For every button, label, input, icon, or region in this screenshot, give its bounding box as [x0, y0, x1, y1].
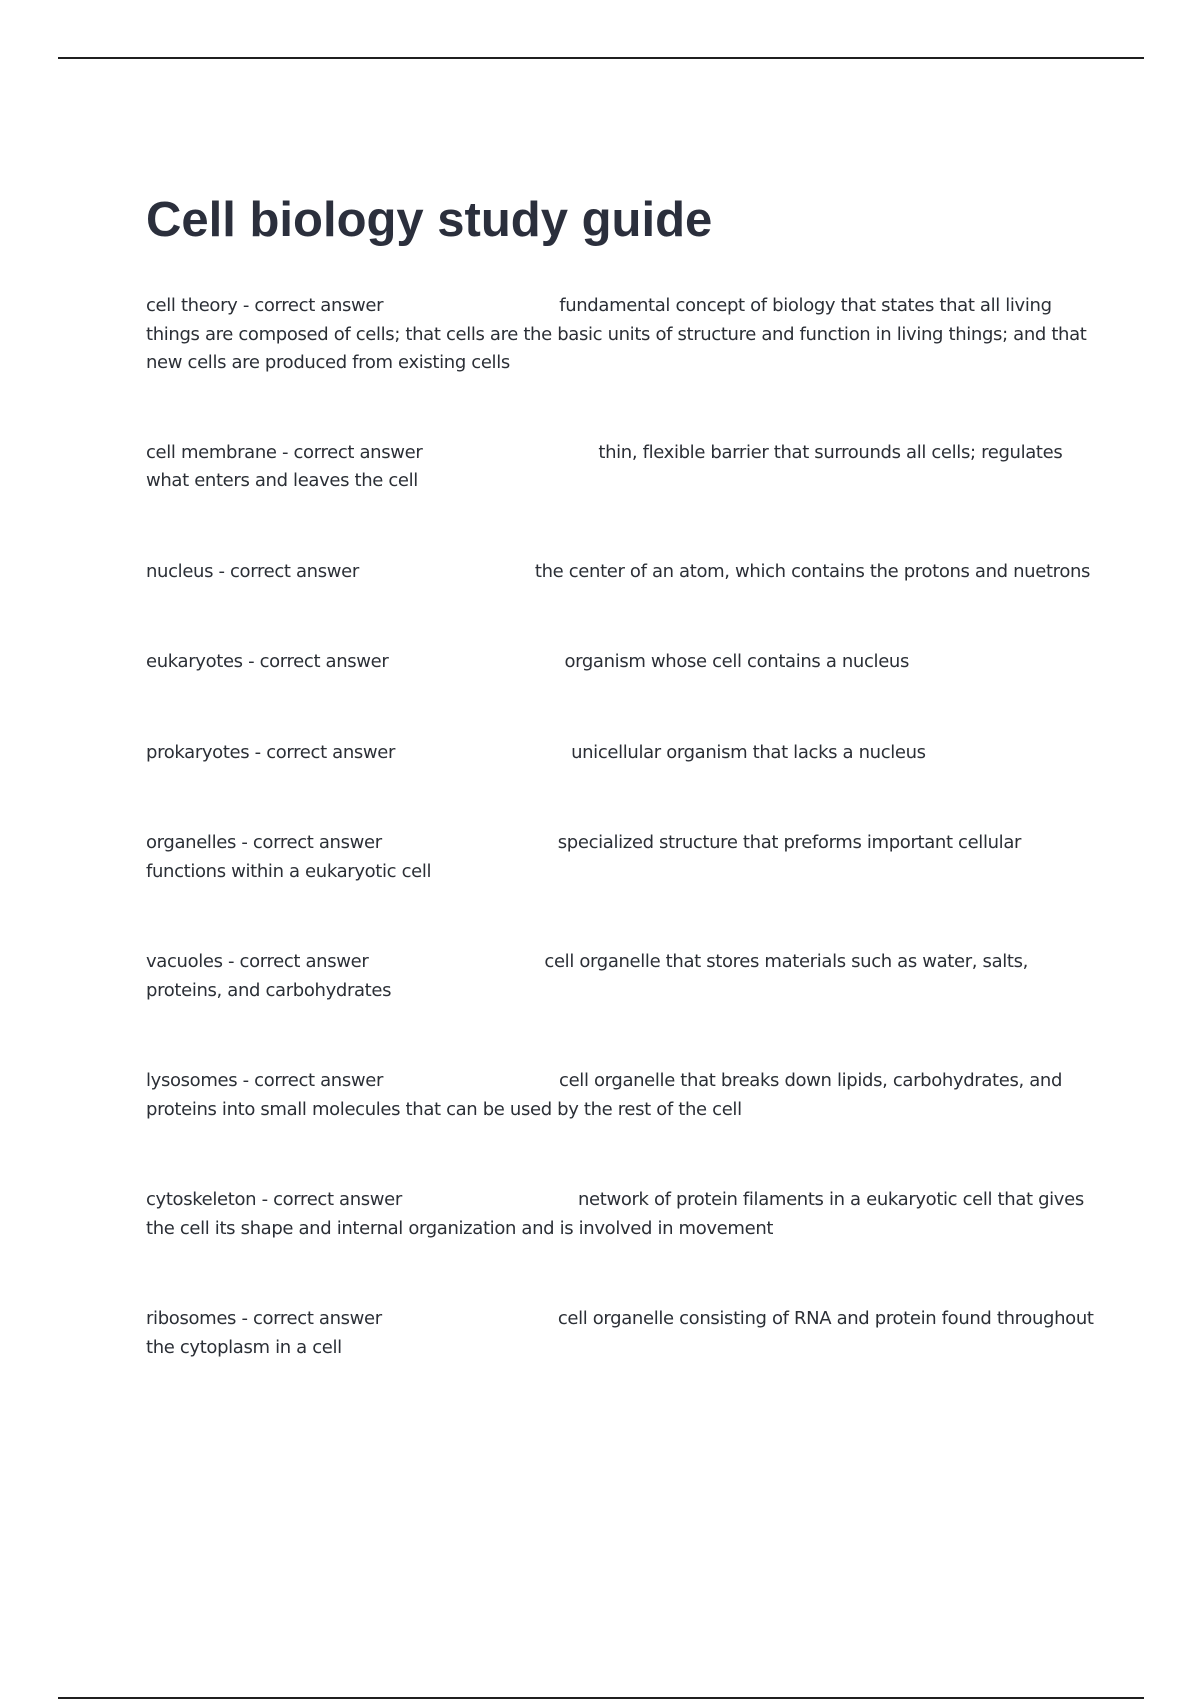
entry-definition: thin, flexible barrier that surrounds all cells; regulates what enters and leaves the cell [146, 441, 1063, 491]
entry-definition: network of protein filaments in a eukaryotic cell that gives the cell its shape and internal organization and is involved in movement [146, 1189, 1084, 1239]
entry-definition: specialized structure that preforms important cellular functions within a eukaryotic cell [146, 832, 1022, 882]
entry-term: organelles - correct answer [146, 832, 382, 853]
entry-term: cell theory - correct answer [146, 295, 384, 316]
entry-organelles [146, 829, 1096, 886]
entry-cell-membrane [146, 439, 1096, 496]
entry-eukaryotes [146, 648, 1096, 677]
entry-ribosomes [146, 1305, 1096, 1362]
entry-cell-theory [146, 292, 1096, 378]
document-title: Cell biology study guide [146, 193, 713, 247]
entry-definition: organism whose cell contains a nucleus [564, 651, 910, 672]
entry-term: nucleus - correct answer [146, 560, 359, 582]
entry-term: cytoskeleton - correct answer [146, 1189, 402, 1210]
entry-term: lysosomes - correct answer [146, 1070, 384, 1091]
entry-lysosomes [146, 1067, 1096, 1124]
entry-term: prokaryotes - correct answer [146, 741, 396, 763]
entry-nucleus [146, 558, 1096, 587]
entry-term: eukaryotes - correct answer [146, 651, 389, 672]
bottom-rule [58, 1697, 1144, 1699]
entry-definition: fundamental concept of biology that states that all living things are composed of cells; that cells are the basic units of structure and function in living things; and that new cells are produced from existing cells [146, 295, 1087, 373]
entry-definition: the center of an atom, which contains the protons and nuetrons [534, 560, 1091, 582]
entry-definition: unicellular organism that lacks a nucleus [571, 741, 926, 763]
entry-term: cell membrane - correct answer [146, 441, 423, 463]
entry-definition: cell organelle that breaks down lipids, carbohydrates, and proteins into small molecules that can be used by the rest of the cell [146, 1070, 1063, 1120]
entry-term: ribosomes - correct answer [146, 1308, 382, 1329]
entry-definition: cell organelle consisting of RNA and protein found throughout the cytoplasm in a cell [146, 1308, 1094, 1358]
entry-cytoskeleton [146, 1186, 1096, 1243]
entry-prokaryotes [146, 739, 1096, 768]
entry-term: vacuoles - correct answer [146, 951, 369, 972]
document-body [146, 190, 1096, 1362]
entry-definition: cell organelle that stores materials such as water, salts, proteins, and carbohydrates [146, 951, 1029, 1001]
top-rule [58, 57, 1144, 59]
entry-vacuoles [146, 948, 1096, 1005]
